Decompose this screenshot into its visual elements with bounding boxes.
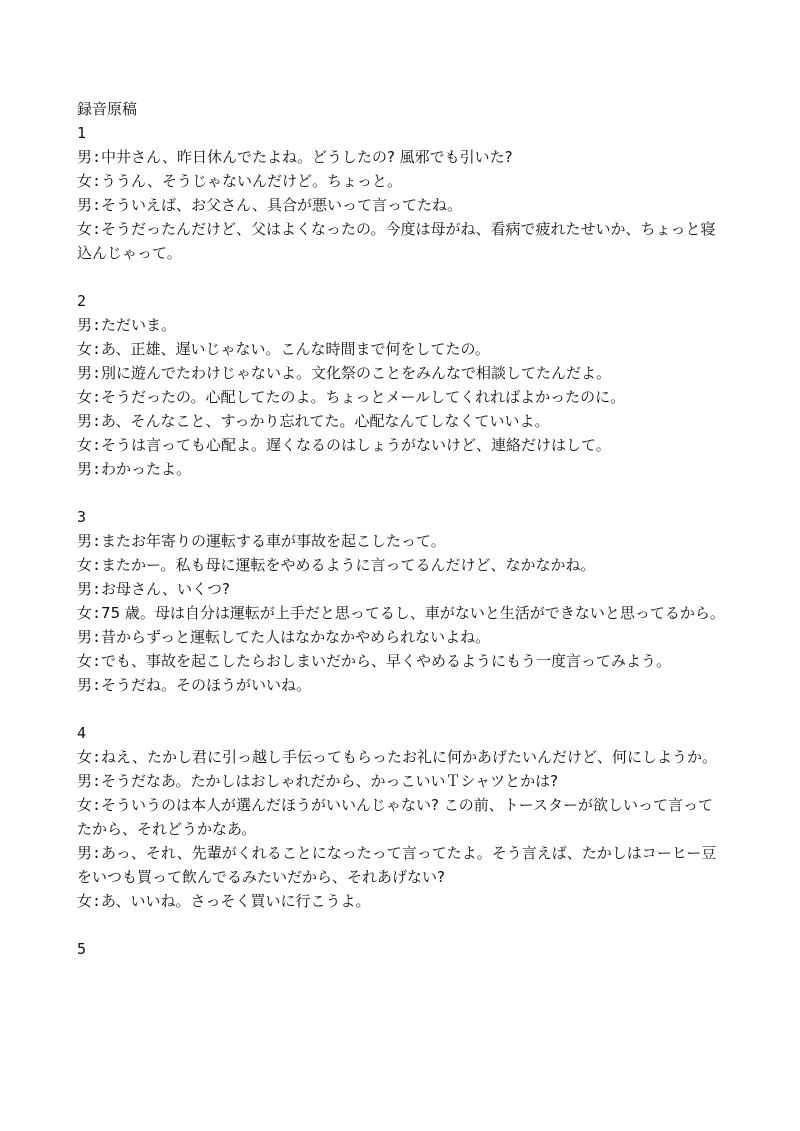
dialogue-section: [77, 721, 727, 913]
speaker-label: 男: [77, 196, 93, 214]
dialogue-line: [77, 193, 727, 217]
dialogue-line: [77, 625, 727, 649]
dialogue-line: [77, 889, 727, 913]
speaker-label: 女: [77, 340, 93, 358]
speaker-separator: :: [92, 388, 102, 406]
dialogue-line: [77, 217, 727, 265]
speaker-separator: :: [92, 652, 102, 670]
dialogue-text: あっ、それ、先輩がくれることになったって言ってたよ。そう言えば、たかしはコーヒー豆をいつも買って飲んでるみたいだから、それあげない?: [77, 844, 717, 886]
speaker-label: 女: [77, 220, 93, 238]
dialogue-text: そうは言っても心配よ。遅くなるのはしょうがないけど、連絡だけはして。: [101, 436, 611, 454]
speaker-label: 男: [77, 580, 93, 598]
speaker-label: 女: [77, 748, 93, 766]
dialogue-text: あ、正雄、遅いじゃない。こんな時間まで何をしてたの。: [101, 340, 490, 358]
section-number: 4: [77, 724, 87, 742]
dialogue-section: [77, 937, 727, 961]
speaker-label: 女: [77, 652, 93, 670]
dialogue-line: [77, 337, 727, 361]
dialogue-line: [77, 145, 727, 169]
dialogue-text: ううん、そうじゃないんだけど。ちょっと。: [101, 172, 402, 190]
dialogue-line: [77, 457, 727, 481]
dialogue-text: 昔からずっと運転してた人はなかなかやめられないよね。: [101, 628, 491, 646]
dialogue-line: [77, 385, 727, 409]
speaker-separator: :: [92, 748, 102, 766]
speaker-label: 男: [77, 364, 93, 382]
document-title: 録音原稿: [77, 100, 138, 118]
dialogue-text: でも、事故を起こしたらおしまいだから、早くやめるようにもう一度言ってみよう。: [101, 652, 672, 670]
dialogue-line: [77, 745, 727, 769]
dialogue-line: [77, 529, 727, 553]
dialogue-text: わかったよ。: [101, 460, 192, 478]
dialogue-line: [77, 769, 727, 793]
dialogue-line: [77, 841, 727, 889]
dialogue-section: [77, 289, 727, 481]
dialogue-text: あ、そんなこと、すっかり忘れてた。心配なんてしなくていいよ。: [101, 412, 550, 430]
speaker-label: 女: [77, 604, 93, 622]
dialogue-text: 別に遊んでたわけじゃないよ。文化祭のことをみんなで相談してたんだよ。: [101, 364, 612, 382]
speaker-separator: :: [92, 364, 102, 382]
dialogue-text: またお年寄りの運転する車が事故を起こしたって。: [101, 532, 446, 550]
speaker-label: 男: [77, 532, 93, 550]
speaker-label: 男: [77, 316, 93, 334]
speaker-separator: :: [92, 772, 102, 790]
dialogue-section: [77, 505, 727, 697]
dialogue-text: そうだなあ。たかしはおしゃれだから、かっこいいＴシャツとかは?: [101, 772, 559, 790]
speaker-label: 女: [77, 892, 93, 910]
dialogue-line: [77, 361, 727, 385]
speaker-separator: :: [92, 220, 102, 238]
speaker-separator: :: [92, 148, 102, 166]
speaker-separator: :: [92, 340, 102, 358]
speaker-label: 男: [77, 844, 93, 862]
dialogue-line: [77, 433, 727, 457]
speaker-label: 男: [77, 148, 93, 166]
dialogue-line: [77, 313, 727, 337]
speaker-separator: :: [92, 460, 102, 478]
dialogue-text: ねえ、たかし君に引っ越し手伝ってもらったお礼に何かあげたいんだけど、何にしようか。: [101, 748, 717, 766]
speaker-separator: :: [92, 580, 102, 598]
dialogue-text: ただいま。: [101, 316, 177, 334]
speaker-label: 女: [77, 796, 93, 814]
speaker-label: 女: [77, 436, 93, 454]
section-number: 3: [77, 508, 87, 526]
dialogue-text: 中井さん、昨日休んでたよね。どうしたの? 風邪でも引いた?: [101, 148, 513, 166]
dialogue-line: [77, 169, 727, 193]
speaker-separator: :: [92, 172, 102, 190]
dialogue-line: [77, 649, 727, 673]
speaker-separator: :: [92, 196, 102, 214]
speaker-separator: :: [92, 892, 102, 910]
speaker-separator: :: [92, 676, 102, 694]
speaker-label: 男: [77, 772, 93, 790]
speaker-separator: :: [92, 556, 102, 574]
dialogue-text: あ、いいね。さっそく買いに行こうよ。: [101, 892, 371, 910]
dialogue-line: [77, 793, 727, 841]
dialogue-text: 75 歳。母は自分は運転が上手だと思ってるし、車がないと生活ができないと思ってるから。: [101, 604, 725, 622]
speaker-separator: :: [92, 796, 102, 814]
dialogue-text: お母さん、いくつ?: [101, 580, 230, 598]
document-page: [77, 97, 727, 961]
speaker-separator: :: [92, 628, 102, 646]
speaker-label: 女: [77, 556, 93, 574]
speaker-separator: :: [92, 844, 102, 862]
dialogue-sections: [77, 121, 727, 961]
dialogue-line: [77, 601, 727, 625]
dialogue-line: [77, 409, 727, 433]
section-number: 5: [77, 940, 87, 958]
speaker-label: 男: [77, 460, 93, 478]
dialogue-line: [77, 673, 727, 697]
dialogue-text: またかー。私も母に運転をやめるように言ってるんだけど、なかなかね。: [101, 556, 596, 574]
speaker-label: 男: [77, 412, 93, 430]
section-number: 2: [77, 292, 87, 310]
dialogue-line: [77, 553, 727, 577]
speaker-separator: :: [92, 532, 102, 550]
section-number: 1: [77, 124, 87, 142]
speaker-label: 女: [77, 388, 93, 406]
dialogue-text: そうだね。そのほうがいいね。: [101, 676, 312, 694]
speaker-separator: :: [92, 412, 102, 430]
speaker-separator: :: [92, 316, 102, 334]
dialogue-text: そういうのは本人が選んだほうがいいんじゃない? この前、トースターが欲しいって言ってたから、それどうかなあ。: [77, 796, 714, 838]
dialogue-text: そういえば、お父さん、具合が悪いって言ってたね。: [101, 196, 462, 214]
speaker-label: 女: [77, 172, 93, 190]
speaker-label: 男: [77, 628, 93, 646]
speaker-separator: :: [92, 604, 102, 622]
dialogue-text: そうだったんだけど、父はよくなったの。今度は母がね、看病で疲れたせいか、ちょっと寝込んじゃって。: [77, 220, 716, 262]
dialogue-line: [77, 577, 727, 601]
speaker-separator: :: [92, 436, 102, 454]
dialogue-text: そうだったの。心配してたのよ。ちょっとメールしてくれればよかったのに。: [101, 388, 626, 406]
speaker-label: 男: [77, 676, 93, 694]
dialogue-section: [77, 121, 727, 265]
